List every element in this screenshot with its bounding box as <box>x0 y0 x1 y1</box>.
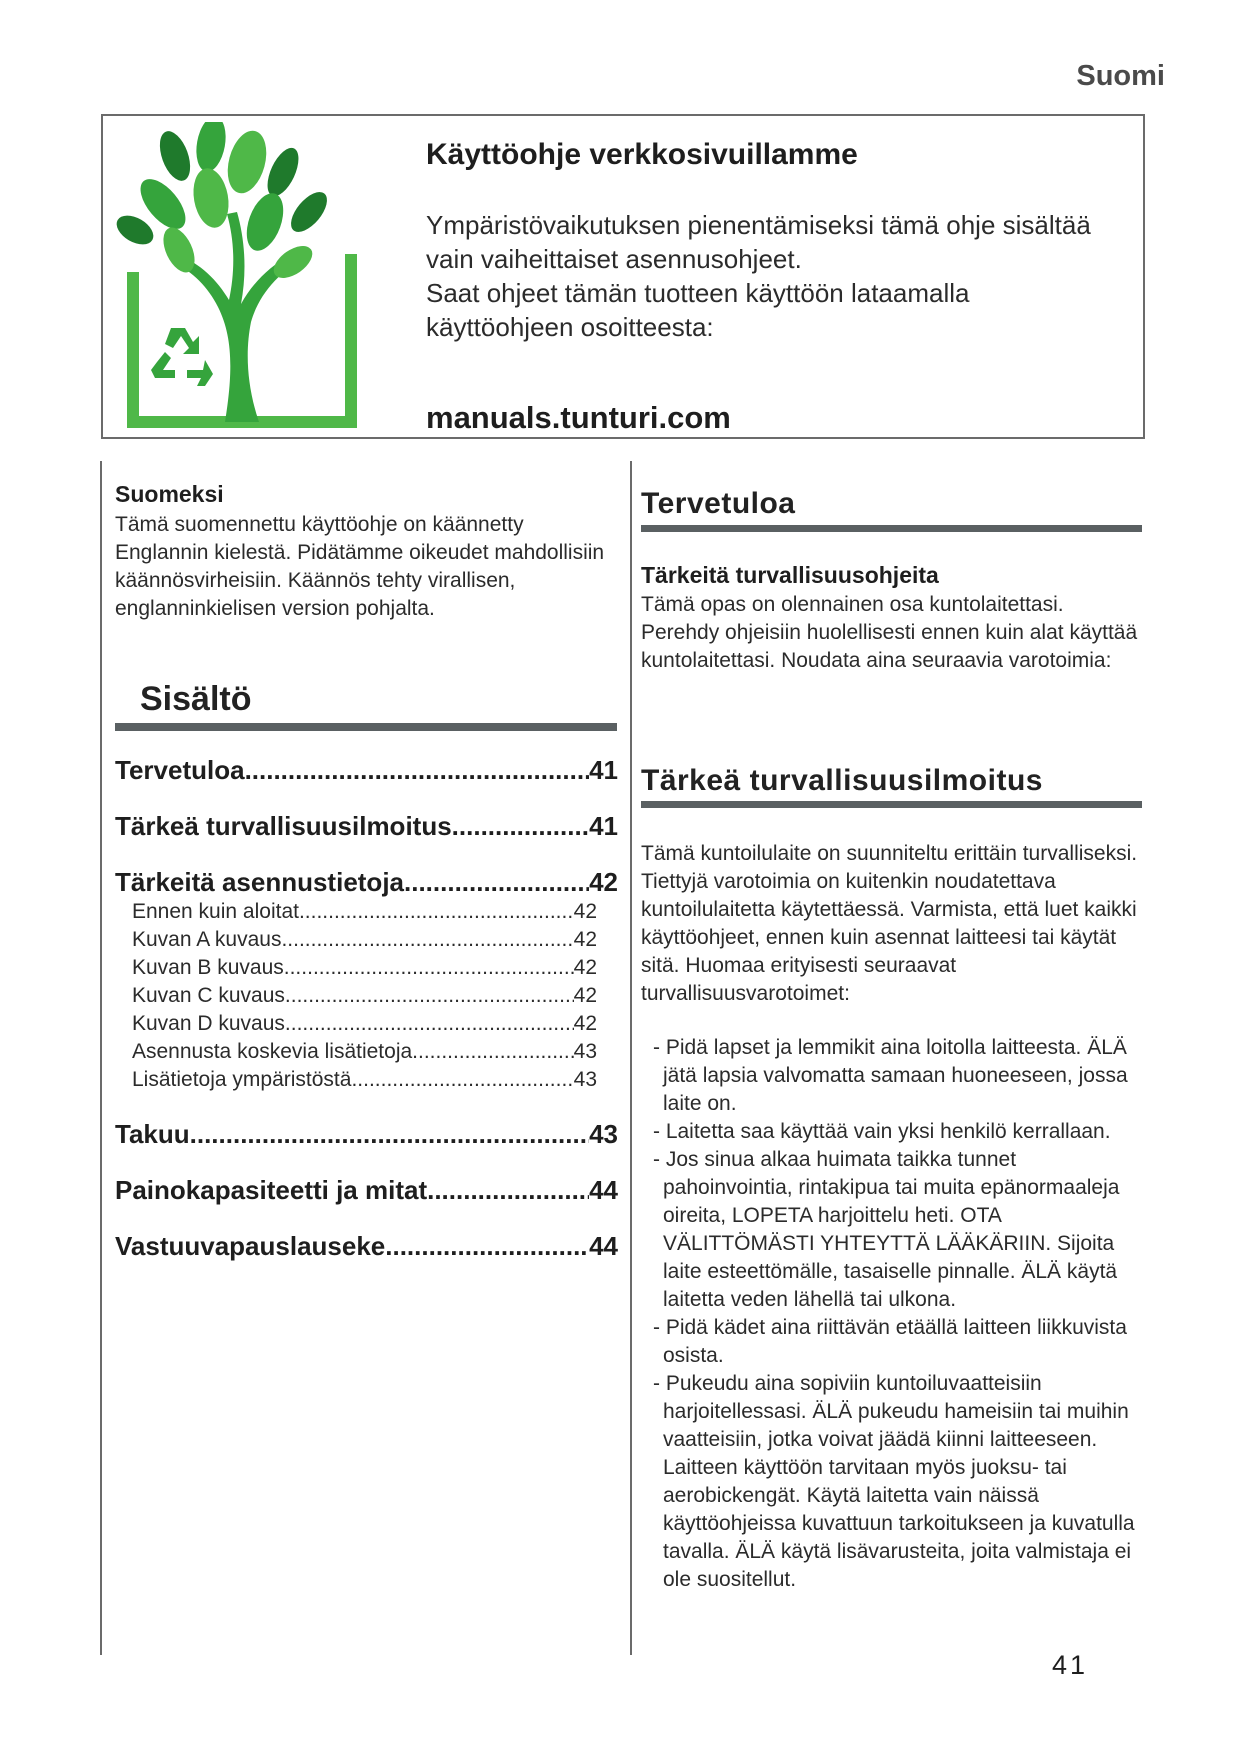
toc-leader <box>351 1068 573 1092</box>
toc-subentry-page: 42 <box>573 900 597 923</box>
toc-leader <box>285 1012 574 1036</box>
toc-entry[interactable] <box>115 1119 618 1152</box>
toc-entry-page: 44 <box>589 1175 618 1205</box>
language-label: Suomi <box>1076 60 1165 92</box>
toc-subentry-page: 42 <box>573 1012 597 1035</box>
eco-tree-logo <box>113 122 381 438</box>
toc-entry[interactable] <box>115 1175 618 1208</box>
toc-entry[interactable] <box>115 755 618 788</box>
toc-leader <box>299 900 574 924</box>
notice-rule <box>641 801 1142 808</box>
contents-title: Sisältö <box>140 680 252 718</box>
list-item: - Pukeudu aina sopiviin kuntoiluvaatteisiin harjoitellessasi. ÄLÄ pukeudu hameisiin tai muihin vaatteisiin, jotka voivat jäädä kiinni laitteeseen. Laitteen käyttöön tarvitaan myös juoksu- tai aerobickengät. Käytä laitetta vain näissä käyttöohjeissa kuvattuun tarkoitukseen ja kuvatulla tavalla. ÄLÄ käytä lisävarusteita, joita valmistaja ei ole suositellut. <box>653 1372 1135 1591</box>
toc-entry-page: 43 <box>589 1119 618 1149</box>
toc-entry-page: 41 <box>589 755 618 785</box>
notice-text: Tämä kuntoilulaite on suunniteltu erittäin turvalliseksi. Tiettyjä varotoimia on kuitenkin noudatettava kuntoilulaitetta käytettäessä. Varmista, että luet kaikki käyttöohjeet, ennen kuin asennat laitteesi tai käytät sitä. Huomaa erityisesti seuraavat turvallisuusvarotoimet: <box>641 842 1138 1005</box>
safety-list <box>653 1034 1148 1594</box>
logo-leaf <box>221 126 272 197</box>
online-manual-box <box>101 114 1145 439</box>
toc-subentry-page: 42 <box>573 956 597 979</box>
toc-entry-label: Takuu <box>115 1119 190 1149</box>
list-item: - Pidä kädet aina riittävän etäällä laitteen liikkuvista osista. <box>653 1316 1127 1367</box>
toc-leader <box>245 755 590 786</box>
welcome-title: Tervetuloa <box>641 487 796 520</box>
translation-note: Tämä suomennettu käyttöohje on käännetty Englannin kielestä. Pidätämme oikeudet mahdollisiin käännösvirheisiin. Käännös tehty virallisen, englanninkielisen version pohjalta. <box>115 513 605 620</box>
toc-leader <box>284 956 574 980</box>
toc-subentry[interactable] <box>132 1068 597 1096</box>
welcome-rule <box>641 525 1142 532</box>
logo-leaf <box>240 188 291 255</box>
toc-subentry[interactable] <box>132 956 597 984</box>
list-item: - Laitetta saa käyttää vain yksi henkilö kerrallaan. <box>653 1120 1111 1143</box>
column-divider <box>100 461 102 1655</box>
toc-entry-label: Tärkeitä asennustietoja <box>115 867 404 897</box>
logo-leaf <box>113 210 158 251</box>
toc-leader <box>452 811 589 842</box>
info-title: Käyttöohje verkkosivuillamme <box>426 138 858 171</box>
list-item: - Pidä lapset ja lemmikit aina loitolla laitteesta. ÄLÄ jätä lapsia valvomatta samaan huoneeseen, jossa laite on. <box>653 1036 1128 1115</box>
safety-heading: Tärkeitä turvallisuusohjeita <box>641 562 939 588</box>
toc-leader <box>427 1175 589 1206</box>
toc-subentry-label: Kuvan D kuvaus <box>132 1012 285 1035</box>
toc-leader <box>285 984 574 1008</box>
toc-subentry-label: Asennusta koskevia lisätietoja <box>132 1040 413 1063</box>
toc-leader <box>281 928 573 952</box>
info-line: vain vaiheittaiset asennusohjeet. <box>426 244 802 274</box>
toc-entry-page: 42 <box>589 867 618 897</box>
info-line: käyttöohjeen osoitteesta: <box>426 312 714 342</box>
toc-subentry[interactable] <box>132 1040 597 1068</box>
logo-leaf <box>154 127 196 185</box>
toc-subentry-label: Kuvan A kuvaus <box>132 928 282 951</box>
toc-entry-label: Painokapasiteetti ja mitat <box>115 1175 428 1205</box>
notice-title: Tärkeä turvallisuusilmoitus <box>641 764 1043 797</box>
toc-subentry-page: 43 <box>573 1068 597 1091</box>
logo-leaf <box>261 143 305 200</box>
toc-subentry-label: Kuvan B kuvaus <box>132 956 284 979</box>
toc-entry-page: 44 <box>589 1231 618 1261</box>
toc-entry-label: Vastuuvapauslauseke <box>115 1231 386 1261</box>
recycle-icon <box>151 328 213 386</box>
info-line: Ympäristövaikutuksen pienentämiseksi tämä ohje sisältää <box>426 210 1091 240</box>
toc-entry[interactable] <box>115 1231 618 1264</box>
toc-leader <box>190 1119 589 1150</box>
logo-leaf <box>284 186 333 238</box>
toc-subentry-label: Lisätietoja ympäristöstä <box>132 1068 352 1091</box>
logo-trunk <box>173 212 307 422</box>
toc-subentry-page: 42 <box>573 984 597 1007</box>
column-divider <box>630 461 632 1655</box>
toc-entry-label: Tärkeä turvallisuusilmoitus <box>115 811 452 841</box>
contents-rule <box>115 723 617 731</box>
list-item: - Jos sinua alkaa huimata taikka tunnet pahoinvointia, rintakipua tai muita epänormaaleja oireita, LOPETA harjoittelu heti. OTA VÄLITTÖMÄSTI YHTEYTTÄ LÄÄKÄRIIN. Sijoita laite esteettömälle, tasaiselle pinnalle. ÄLÄ käytä laitetta veden lähellä tai ulkona. <box>653 1148 1120 1311</box>
toc-subentry-label: Ennen kuin aloitat <box>132 900 299 923</box>
toc-subentry[interactable] <box>132 984 597 1012</box>
toc-leader <box>385 1231 589 1262</box>
toc-entry[interactable] <box>115 867 618 900</box>
toc-entry-label: Tervetuloa <box>115 755 245 785</box>
info-line: Saat ohjeet tämän tuotteen käyttöön lataamalla <box>426 278 970 308</box>
toc-subentry-page: 43 <box>573 1040 597 1063</box>
toc-leader <box>412 1040 573 1064</box>
toc-entry-page: 41 <box>589 811 618 841</box>
toc-leader <box>404 867 589 898</box>
toc-subentry-page: 42 <box>573 928 597 951</box>
toc-subentry-label: Kuvan C kuvaus <box>132 984 285 1007</box>
toc-subentry[interactable] <box>132 928 597 956</box>
logo-leaf <box>192 122 229 174</box>
logo-leaf <box>189 166 233 231</box>
toc-subentry[interactable] <box>132 1012 597 1040</box>
toc-entry[interactable] <box>115 811 618 844</box>
info-text <box>426 208 1126 344</box>
safety-text: Tämä opas on olennainen osa kuntolaitettasi. Perehdy ohjeisiin huolellisesti ennen kuin alat käyttää kuntolaitettasi. Noudata aina seuraavia varotoimia: <box>641 593 1138 672</box>
toc-subentry[interactable] <box>132 900 597 928</box>
manual-url-link[interactable]: manuals.tunturi.com <box>426 400 731 435</box>
suomeksi-heading: Suomeksi <box>115 481 224 507</box>
table-of-contents <box>115 755 618 1264</box>
page-number: 41 <box>1052 1650 1089 1680</box>
